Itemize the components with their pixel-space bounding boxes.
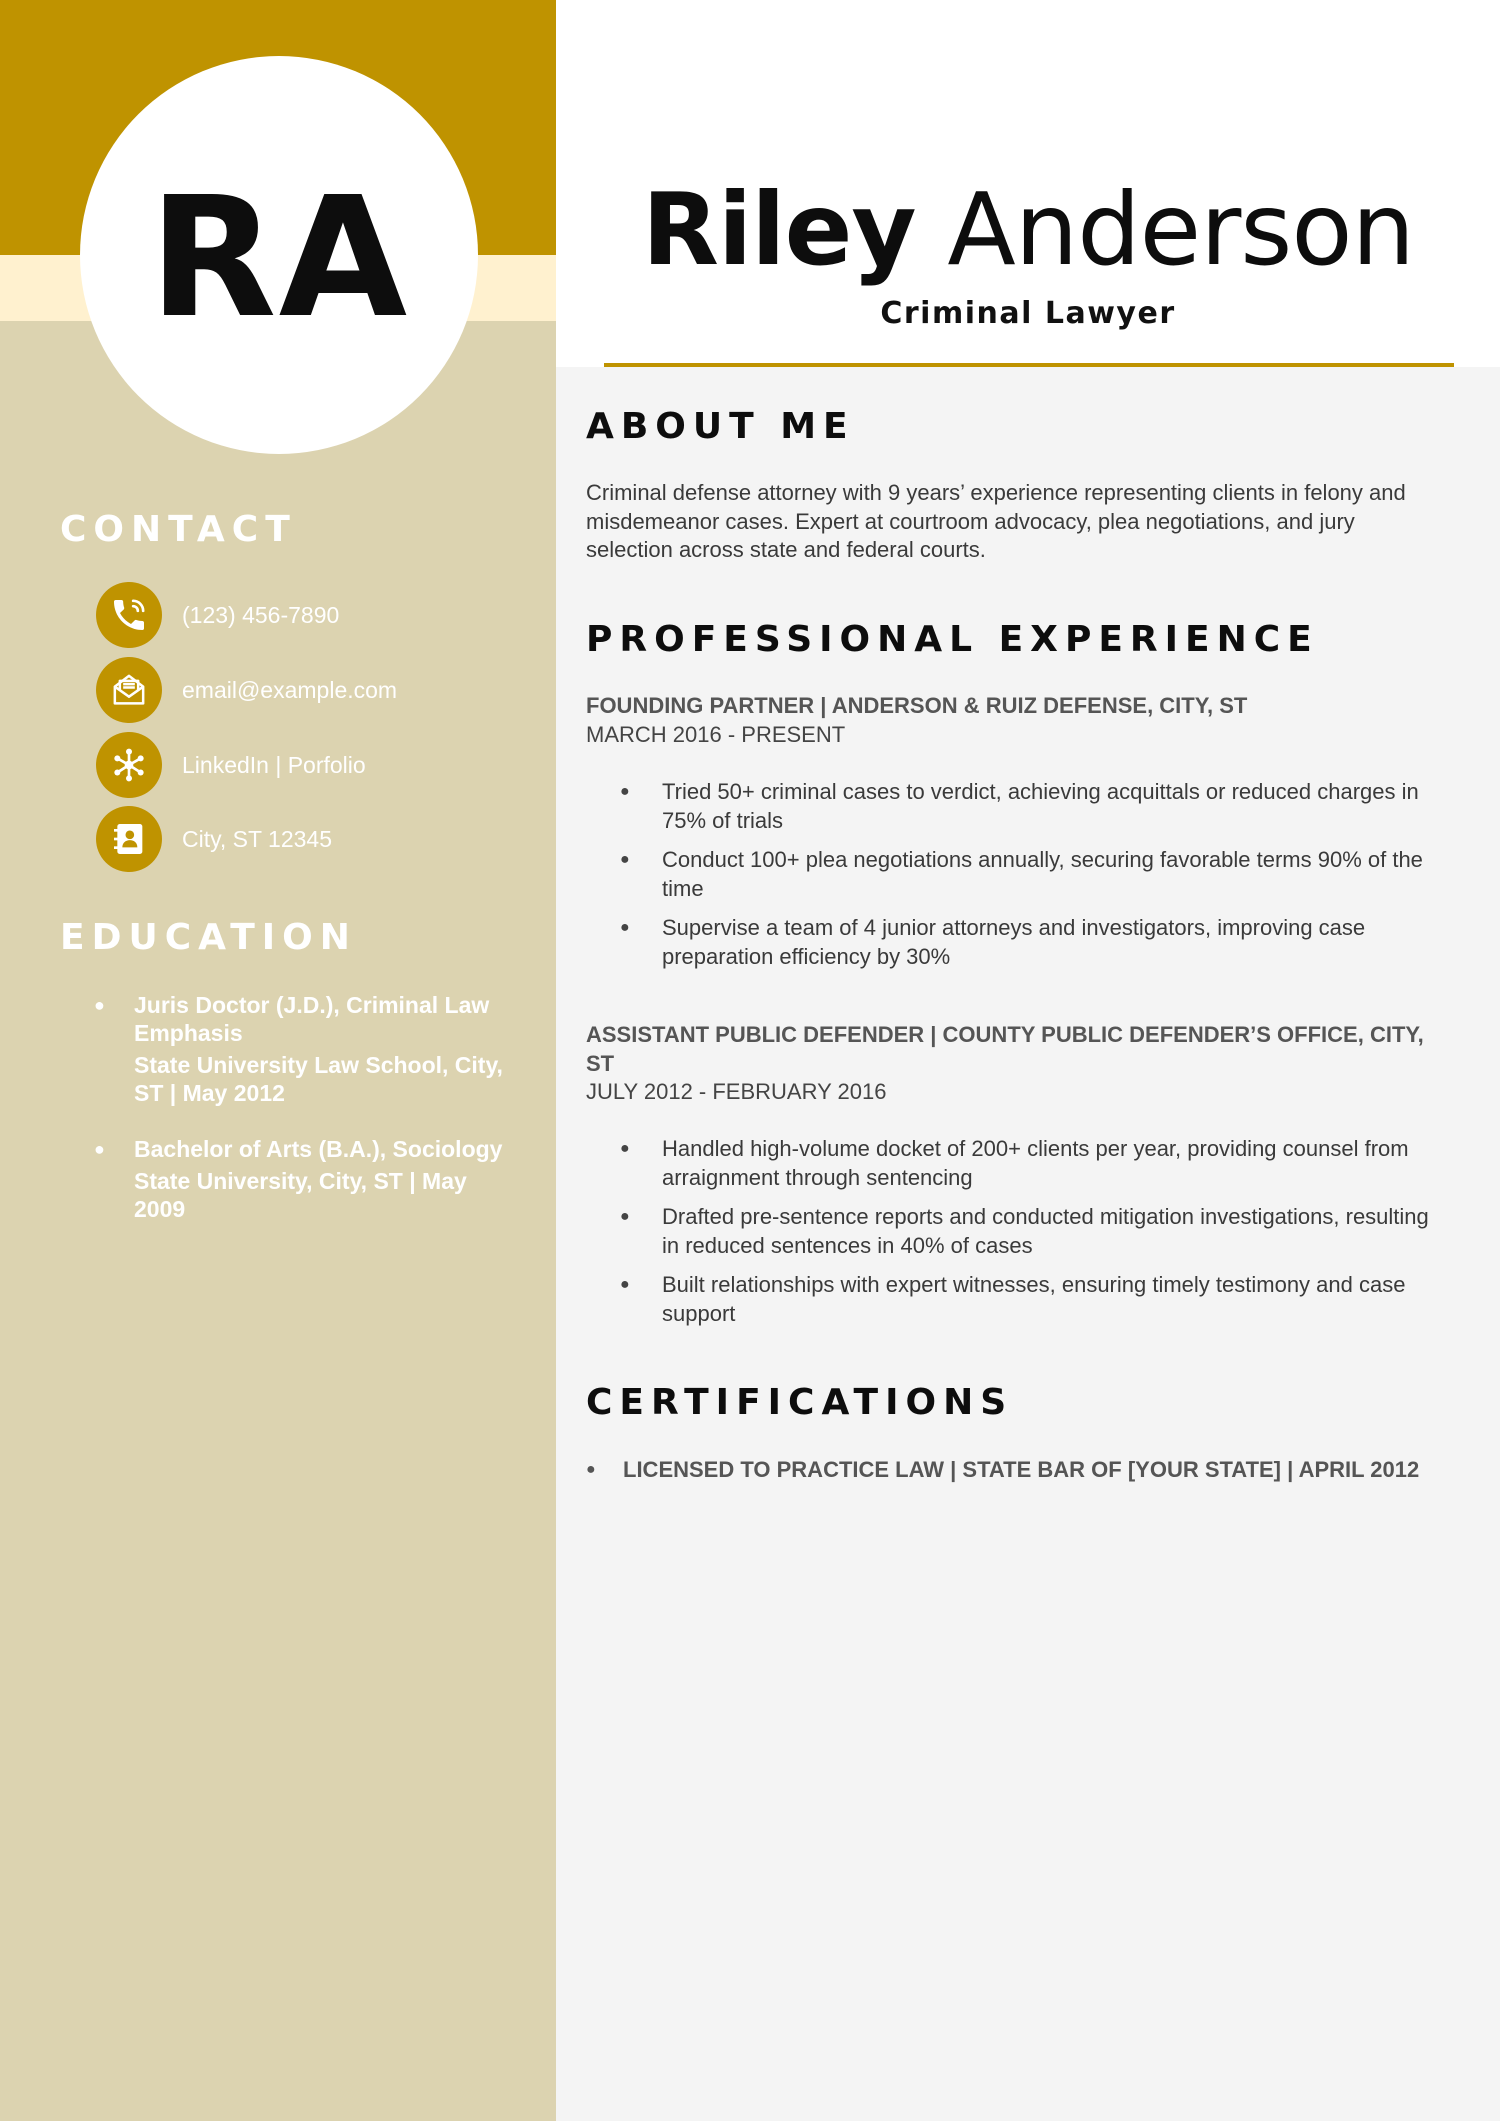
education-heading: EDUCATION xyxy=(60,917,357,958)
contact-heading: CONTACT xyxy=(60,509,297,550)
phone-text: (123) 456-7890 xyxy=(182,601,340,628)
about-text: Criminal defense attorney with 9 years’ experience representing clients in felony and misdemeanor cases. Expert at courtroom advocacy, plea negotiations, and jury selection across state and federal courts. xyxy=(586,480,1406,562)
address-text: City, ST 12345 xyxy=(182,825,333,852)
degree: Bachelor of Arts (B.A.), Sociology xyxy=(134,1136,503,1162)
job-title: Criminal Lawyer xyxy=(880,296,1176,331)
links-text: LinkedIn | Porfolio xyxy=(182,751,366,778)
email-text: email@example.com xyxy=(182,676,398,703)
job-title-2: ASSISTANT PUBLIC DEFENDER | COUNTY PUBLIC DEFENDER’S OFFICE, CITY, ST xyxy=(586,1022,1424,1076)
degree: Juris Doctor (J.D.), Criminal Law Emphasis xyxy=(134,992,490,1046)
list-item: ● LICENSED TO PRACTICE LAW | STATE BAR OF [YOUR STATE] | APRIL 2012 xyxy=(586,1457,1420,1482)
list-item: ● Handled high-volume docket of 200+ clients per year, providing counsel from arraignment through sentencing xyxy=(620,1136,1409,1190)
network-icon xyxy=(96,732,162,798)
job-bullets-2 xyxy=(586,1135,1446,1339)
list-item: ● Built relationships with expert witnesses, ensuring timely testimony and case support xyxy=(620,1272,1406,1326)
about-heading: ABOUT ME xyxy=(586,406,855,447)
certifications-heading: CERTIFICATIONS xyxy=(586,1382,1014,1423)
candidate-name xyxy=(556,168,1500,292)
phone-icon xyxy=(96,582,162,648)
email-icon xyxy=(96,657,162,723)
contact-phone[interactable] xyxy=(96,582,339,648)
job-title-1: FOUNDING PARTNER | ANDERSON & RUIZ DEFENSE, CITY, ST xyxy=(586,693,1248,718)
contact-email[interactable] xyxy=(96,657,397,723)
education-list xyxy=(90,991,510,1251)
certifications-list xyxy=(586,1456,1446,1485)
last-name: Anderson xyxy=(947,171,1414,288)
education-item: ● Juris Doctor (J.D.), Criminal Law Emphasis State University Law School, City, ST | May 2012 xyxy=(90,991,510,1107)
list-item: ● Tried 50+ criminal cases to verdict, achieving acquittals or reduced charges in 75% of trials xyxy=(620,779,1419,833)
list-item: ● Conduct 100+ plea negotiations annually, securing favorable terms 90% of the time xyxy=(620,847,1423,901)
header-divider xyxy=(604,363,1454,367)
job-dates-2: JULY 2012 - FEBRUARY 2016 xyxy=(586,1079,887,1104)
school-details: State University Law School, City, ST | May 2012 xyxy=(134,1052,503,1106)
job-dates-1: MARCH 2016 - PRESENT xyxy=(586,722,846,747)
monogram-badge xyxy=(80,56,478,454)
list-item: ● Drafted pre-sentence reports and conducted mitigation investigations, resulting in reduced sentences in 40% of cases xyxy=(620,1204,1429,1258)
job-bullets-1 xyxy=(586,778,1446,982)
education-item: ● Bachelor of Arts (B.A.), Sociology State University, City, ST | May 2009 xyxy=(90,1135,510,1223)
address-book-icon xyxy=(96,806,162,872)
contact-address xyxy=(96,806,332,872)
experience-heading: PROFESSIONAL EXPERIENCE xyxy=(586,619,1319,660)
monogram: RA xyxy=(148,161,410,355)
list-item: ● Supervise a team of 4 junior attorneys and investigators, improving case preparation efficiency by 30% xyxy=(620,915,1366,969)
school-details: State University, City, ST | May 2009 xyxy=(134,1168,467,1222)
contact-links[interactable] xyxy=(96,732,366,798)
first-name: Riley xyxy=(642,171,916,288)
